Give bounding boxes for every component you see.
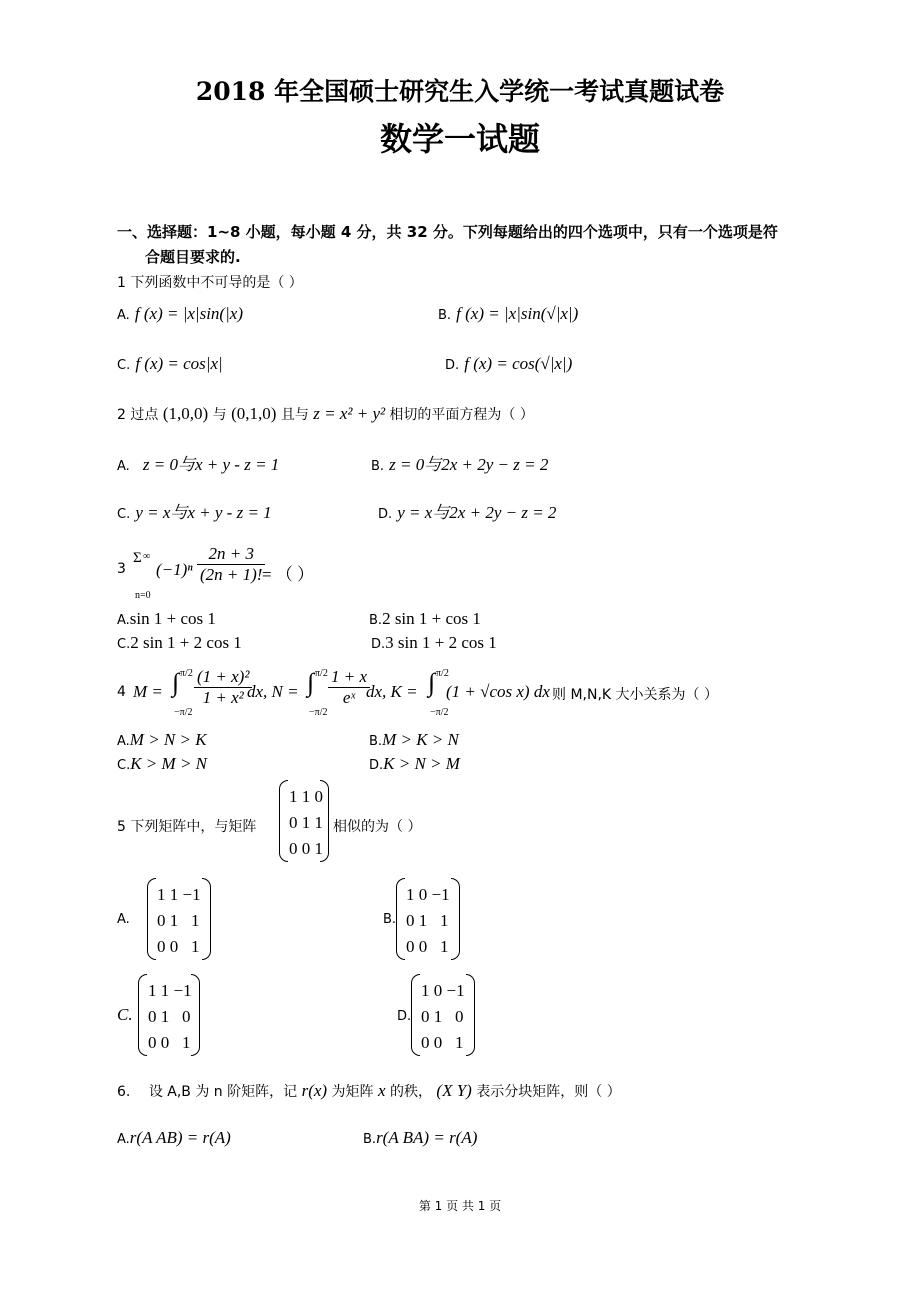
q5-option-b-label: B.	[383, 912, 397, 927]
q3-sigma-upper: ∞	[143, 551, 151, 562]
q3-option-b	[369, 609, 481, 629]
q6-stem	[117, 1081, 621, 1101]
q5-option-b-matrix	[396, 878, 460, 960]
q4-option-d-text: K > N > M	[383, 754, 460, 773]
q6-text-3: 的秩，	[389, 1084, 432, 1100]
q4-option-b	[369, 730, 459, 750]
q6-option-b-text: r(A BA) = r(A)	[376, 1128, 478, 1147]
q4-M-numerator: (1 + x)²	[194, 667, 252, 688]
q4-K-label: dx, K =	[366, 682, 418, 701]
q4-option-b-label: B.	[369, 734, 383, 749]
q2-number: 2	[117, 407, 126, 423]
q5-text-post: 相似的为（ ）	[333, 819, 422, 835]
q1-option-c	[117, 354, 223, 374]
q2-option-a-text: z = 0与x + y - z = 1	[142, 455, 280, 474]
q5-target-matrix	[279, 780, 329, 862]
q1-option-b-label: B.	[438, 308, 452, 323]
q2-option-d	[378, 498, 556, 523]
q2-option-b	[371, 450, 548, 475]
q2-stem	[117, 404, 534, 424]
q3-option-d-text: 3 sin 1 + 2 cos 1	[385, 633, 497, 652]
q2-option-b-label: B.	[371, 459, 385, 474]
q4-option-c-text: K > M > N	[130, 754, 208, 773]
q1-option-d-text: f (x) = cos(√|x|)	[464, 354, 573, 373]
matrix-row: 0 1 1	[289, 813, 323, 832]
q6-number: 6.	[117, 1084, 131, 1100]
integral-sign-icon: ∫	[172, 668, 180, 697]
q2-point2: (0,1,0)	[231, 404, 277, 423]
q6-option-a-label: A.	[117, 1132, 130, 1147]
q2-option-b-text: z = 0与2x + 2y − z = 2	[389, 455, 549, 474]
q3-option-d-label: D.	[371, 637, 386, 652]
q1-option-d-label: D.	[445, 358, 460, 373]
q4-M-lower: −π/2	[174, 707, 193, 718]
q2-option-a	[117, 450, 279, 475]
q2-text-pre: 过点	[130, 407, 159, 423]
matrix-row: 1 1 −1	[157, 885, 201, 904]
matrix-row: 0 0 1	[148, 1033, 191, 1052]
matrix-row: 0 0 1	[289, 839, 323, 858]
q1-option-b	[438, 304, 578, 324]
q1-option-c-text: f (x) = cos|x|	[135, 354, 223, 373]
q3-option-b-label: B.	[369, 613, 383, 628]
matrix-row: 1 0 −1	[406, 885, 450, 904]
q3-option-a	[117, 609, 216, 629]
matrix-row: 0 1 0	[421, 1007, 464, 1026]
q5-option-a-label: A.	[117, 912, 130, 927]
q4-option-b-text: M > K > N	[382, 730, 459, 749]
matrix-row: 0 1 1	[406, 911, 449, 930]
q4-N-denominator: eˣ	[342, 688, 356, 707]
q3-option-a-text: sin 1 + cos 1	[129, 609, 216, 628]
q3-sigma-lower: n=0	[135, 590, 151, 601]
exam-title: 2018 年全国硕士研究生入学统一考试真题试卷	[195, 77, 725, 106]
q4-option-d-label: D.	[369, 758, 384, 773]
matrix-row: 0 0 1	[157, 937, 200, 956]
q2-text-post: 相切的平面方程为（ ）	[389, 407, 534, 423]
q4-K-lower: −π/2	[430, 707, 449, 718]
q3-option-c-label: C.	[117, 637, 131, 652]
q4-M-fraction	[194, 667, 252, 708]
q4-option-a-label: A.	[117, 734, 130, 749]
q2-option-d-text: y = x与2x + 2y − z = 2	[397, 503, 557, 522]
q2-point1: (1,0,0)	[162, 404, 209, 423]
q4-N-label: dx, N =	[247, 682, 299, 701]
q3-tail: = （ ）	[262, 565, 315, 584]
q3-sign-factor: (−1)ⁿ	[156, 560, 193, 579]
q3-sigma: Σ	[133, 550, 142, 566]
q2-option-c-text: y = x与x + y - z = 1	[135, 503, 272, 522]
q4-M-upper: π/2	[180, 668, 193, 679]
q6-block-matrix: (X Y)	[436, 1081, 472, 1100]
matrix-row: 0 0 1	[406, 937, 449, 956]
q5-option-a-matrix	[147, 878, 211, 960]
q1-option-a-text: f (x) = |x|sin(|x)	[134, 304, 243, 323]
q6-option-b	[363, 1128, 477, 1148]
integral-sign-icon: ∫	[428, 668, 436, 697]
q5-option-d-label: D.	[397, 1009, 412, 1024]
integral-sign-icon: ∫	[307, 668, 315, 697]
q2-option-d-label: D.	[378, 507, 393, 522]
q6-option-b-label: B.	[363, 1132, 377, 1147]
q3-option-b-text: 2 sin 1 + cos 1	[382, 609, 481, 628]
q3-option-c	[117, 633, 242, 653]
q4-M-denominator: 1 + x²	[202, 688, 244, 707]
q4-N-upper: π/2	[315, 668, 328, 679]
section-heading-line2: 合题目要求的.	[145, 248, 241, 266]
section-heading-line1: 一、选择题：1~8 小题，每小题 4 分，共 32 分。下列每题给出的四个选项中，只有一个选项是符	[117, 223, 778, 241]
q3-numerator: 2n + 3	[197, 544, 265, 565]
q1-option-b-text: f (x) = |x|sin(√|x|)	[456, 304, 579, 323]
q6-option-a	[117, 1128, 231, 1148]
matrix-row: 1 0 −1	[421, 981, 465, 1000]
q1-option-a-label: A.	[117, 308, 130, 323]
q2-option-c	[117, 498, 272, 523]
q4-K-body: (1 + √cos x) dx	[446, 682, 550, 701]
q4-N-lower: −π/2	[309, 707, 328, 718]
matrix-row: 1 1 −1	[148, 981, 192, 1000]
q6-text-2: 为矩阵	[331, 1084, 374, 1100]
q2-surface: z = x² + y²	[313, 404, 390, 423]
q1-option-a	[117, 304, 243, 324]
matrix-row: 0 0 1	[421, 1033, 464, 1052]
q6-matrix-x: x	[377, 1081, 386, 1100]
q2-option-a-label: A.	[117, 459, 130, 474]
q6-rank-notation: r(x)	[301, 1081, 328, 1100]
q5-option-d-matrix	[411, 974, 475, 1056]
q2-option-c-label: C.	[117, 507, 131, 522]
q6-text-1: 设 A,B 为 n 阶矩阵，记	[148, 1084, 298, 1100]
q5-option-c-matrix	[138, 974, 200, 1056]
matrix-row: 0 1 0	[148, 1007, 191, 1026]
q4-option-d	[369, 754, 460, 774]
q1-option-c-label: C.	[117, 358, 131, 373]
q2-text-mid2: 且与	[280, 407, 309, 423]
q4-text-post: 则 M,N,K 大小关系为（ ）	[552, 687, 718, 703]
q2-text-mid: 与	[212, 407, 227, 423]
page-footer: 第 1 页 共 1 页	[418, 1199, 502, 1213]
q6-option-a-text: r(A AB) = r(A)	[129, 1128, 231, 1147]
q4-K-upper: π/2	[436, 668, 449, 679]
q3-option-a-label: A.	[117, 613, 130, 628]
q4-M-label: M =	[133, 682, 163, 701]
q4-N-numerator: 1 + x	[328, 667, 370, 688]
q1-option-d	[445, 354, 572, 374]
q4-N-fraction	[328, 667, 370, 708]
q5-text-pre: 5 下列矩阵中，与矩阵	[117, 819, 257, 835]
q1-stem: 1 下列函数中不可导的是（ ）	[117, 275, 303, 291]
q4-number: 4	[117, 684, 126, 700]
q5-option-c-label: C.	[117, 1005, 133, 1024]
q3-option-c-text: 2 sin 1 + 2 cos 1	[130, 633, 242, 652]
q3-option-d	[371, 633, 497, 653]
q3-fraction	[197, 544, 265, 585]
matrix-row: 0 1 1	[157, 911, 200, 930]
exam-subtitle: 数学一试题	[379, 120, 540, 158]
q3-denominator: (2n + 1)!	[200, 565, 263, 584]
q3-number: 3	[117, 561, 126, 577]
q4-option-c	[117, 754, 207, 774]
q4-option-c-label: C.	[117, 758, 131, 773]
matrix-row: 1 1 0	[289, 787, 323, 806]
q6-text-4: 表示分块矩阵，则（ ）	[476, 1084, 621, 1100]
q4-option-a	[117, 730, 207, 750]
q4-option-a-text: M > N > K	[129, 730, 207, 749]
